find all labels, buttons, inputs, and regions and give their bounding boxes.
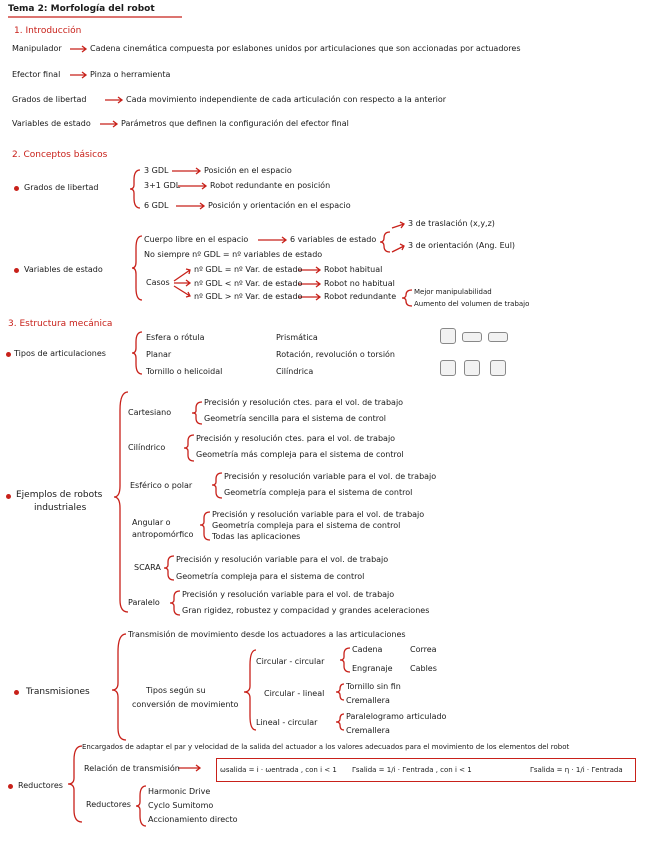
vars-nosiempre: No siempre nº GDL = nº variables de estado: [144, 250, 323, 259]
trans-top: Transmisión de movimiento desde los actuadores a las articulaciones: [128, 630, 406, 639]
joint-icons: [436, 324, 514, 386]
gdl-item-left: 6 GDL: [144, 201, 169, 210]
ejemplos-label-2: industriales: [34, 503, 87, 513]
case-result: Robot habitual: [324, 265, 383, 274]
bullet-dot: [14, 268, 19, 273]
term-variables: Variables de estado: [12, 119, 91, 128]
term-efector: Efector final: [12, 70, 61, 79]
robot-type: Angular o: [132, 518, 171, 527]
trans-item: Correa: [410, 645, 437, 654]
robot-feature: Gran rigidez, robustez y compacidad y grandes aceleraciones: [182, 606, 430, 615]
vars-label: Variables de estado: [24, 265, 103, 274]
trans-cl: Circular - lineal: [264, 689, 325, 698]
ejemplos-label-1: Ejemplos de robots: [16, 490, 103, 500]
robot-feature: Geometría sencilla para el sistema de control: [204, 414, 387, 423]
red-rel: Relación de transmisión: [84, 764, 180, 773]
trans-lc: Lineal - circular: [256, 718, 318, 727]
case-cond: nº GDL < nº Var. de estado: [194, 279, 303, 288]
vars-casos: Casos: [146, 278, 170, 287]
section-3-heading: 3. Estructura mecánica: [8, 319, 113, 329]
bullet-dot: [14, 690, 19, 695]
robot-feature: Precisión y resolución variable para el vol. de trabajo: [176, 555, 389, 564]
robot-type: Esférico o polar: [130, 481, 193, 490]
section-1-heading: 1. Introducción: [14, 26, 82, 36]
case-cond: nº GDL > nº Var. de estado: [194, 292, 303, 301]
bullet-dot: [14, 186, 19, 191]
case-result: Robot no habitual: [324, 279, 395, 288]
robot-type: Cartesiano: [128, 408, 172, 417]
section-2-heading: 2. Conceptos básicos: [12, 150, 108, 160]
joint-type: Prismática: [276, 333, 318, 342]
def-manipulador: Cadena cinemática compuesta por eslabones unidos por articulaciones que son accionadas por actuadores: [90, 44, 521, 53]
trans-item: Cables: [410, 664, 437, 673]
gdl-item-left: 3 GDL: [144, 166, 169, 175]
formula-1: ωsalida = i · ωentrada , con i < 1: [220, 766, 337, 774]
robot-type: antropomórfico: [132, 530, 194, 539]
red-label: Reductores: [18, 781, 63, 790]
page-title: Tema 2: Morfología del robot: [8, 4, 155, 14]
trans-label: Transmisiones: [26, 687, 90, 697]
robot-feature: Geometría compleja para el sistema de control: [212, 521, 401, 530]
robot-feature: Precisión y resolución ctes. para el vol. de trabajo: [204, 398, 404, 407]
red-reductores: Reductores: [86, 800, 131, 809]
tipos-label: Tipos de articulaciones: [14, 349, 106, 358]
joint-type: Planar: [146, 350, 172, 359]
reducer-type: Accionamiento directo: [148, 815, 238, 824]
reducer-type: Harmonic Drive: [148, 787, 211, 796]
vars-free: Cuerpo libre en el espacio: [144, 235, 249, 244]
robot-feature: Precisión y resolución ctes. para el vol. de trabajo: [196, 434, 396, 443]
trans-item: Cremallera: [346, 696, 390, 705]
gdl-item-right: Posición en el espacio: [204, 166, 292, 175]
trans-tipos-1: Tipos según su: [146, 686, 206, 695]
robot-feature: Todas las aplicaciones: [212, 532, 301, 541]
trans-item: Cremallera: [346, 726, 390, 735]
term-gdl: Grados de libertad: [12, 95, 87, 104]
robot-type: SCARA: [134, 563, 161, 572]
vars-tras: 3 de traslación (x,y,z): [408, 219, 495, 228]
vars-six: 6 variables de estado: [290, 235, 377, 244]
case-cond: nº GDL = nº Var. de estado: [194, 265, 303, 274]
def-gdl: Cada movimiento independiente de cada articulación con respecto a la anterior: [126, 95, 447, 104]
trans-tipos-2: conversión de movimiento: [132, 700, 239, 709]
trans-item: Paralelogramo articulado: [346, 712, 447, 721]
robot-type: Cilíndrico: [128, 443, 166, 452]
def-variables: Parámetros que definen la configuración del efector final: [121, 119, 349, 128]
robot-feature: Precisión y resolución variable para el vol. de trabajo: [212, 510, 425, 519]
redundante-1: Mejor manipulabilidad: [414, 288, 492, 296]
robot-feature: Geometría compleja para el sistema de control: [224, 488, 413, 497]
redundante-2: Aumento del volumen de trabajo: [414, 300, 530, 308]
joint-type: Cilíndrica: [276, 367, 314, 376]
prismatic-joint-icon: [488, 332, 508, 342]
joint-type: Tornillo o helicoidal: [146, 367, 223, 376]
trans-item: Engranaje: [352, 664, 393, 673]
gdl-item-right: Robot redundante en posición: [210, 181, 331, 190]
formula-3: Γsalida = η · 1/i · Γentrada: [530, 766, 623, 774]
joint-type: Rotación, revolución o torsión: [276, 350, 396, 359]
trans-item: Tornillo sin fin: [346, 682, 401, 691]
robot-type: Paralelo: [128, 598, 160, 607]
revolute-joint-icon: [464, 360, 480, 376]
trans-circ: Circular - circular: [256, 657, 325, 666]
case-result: Robot redundante: [324, 292, 397, 301]
red-r1: Encargados de adaptar el par y velocidad de la salida del actuador a los valores adecuados para el movimiento de los elementos del robot: [82, 743, 570, 751]
vars-orient: 3 de orientación (Ang. Eul): [408, 241, 516, 250]
spherical-joint-icon: [440, 328, 456, 344]
term-manipulador: Manipulador: [12, 44, 62, 53]
robot-feature: Geometría más compleja para el sistema de control: [196, 450, 404, 459]
formula-2: Γsalida = 1/i · Γentrada , con i < 1: [352, 766, 472, 774]
gdl-label: Grados de libertad: [24, 183, 99, 192]
robot-feature: Geometría compleja para el sistema de control: [176, 572, 365, 581]
def-efector: Pinza o herramienta: [90, 70, 171, 79]
bullet-dot: [8, 784, 13, 789]
bullet-dot: [6, 494, 11, 499]
gdl-item-right: Posición y orientación en el espacio: [208, 201, 351, 210]
screw-joint-icon: [440, 360, 456, 376]
robot-feature: Precisión y resolución variable para el vol. de trabajo: [182, 590, 395, 599]
cylindrical-joint-icon: [490, 360, 506, 376]
trans-item: Cadena: [352, 645, 383, 654]
planar-joint-icon: [462, 332, 482, 342]
joint-type: Esfera o rótula: [146, 333, 205, 342]
reducer-type: Cyclo Sumitomo: [148, 801, 214, 810]
bullet-dot: [6, 352, 11, 357]
robot-feature: Precisión y resolución variable para el vol. de trabajo: [224, 472, 437, 481]
gdl-item-left: 3+1 GDL: [144, 181, 181, 190]
